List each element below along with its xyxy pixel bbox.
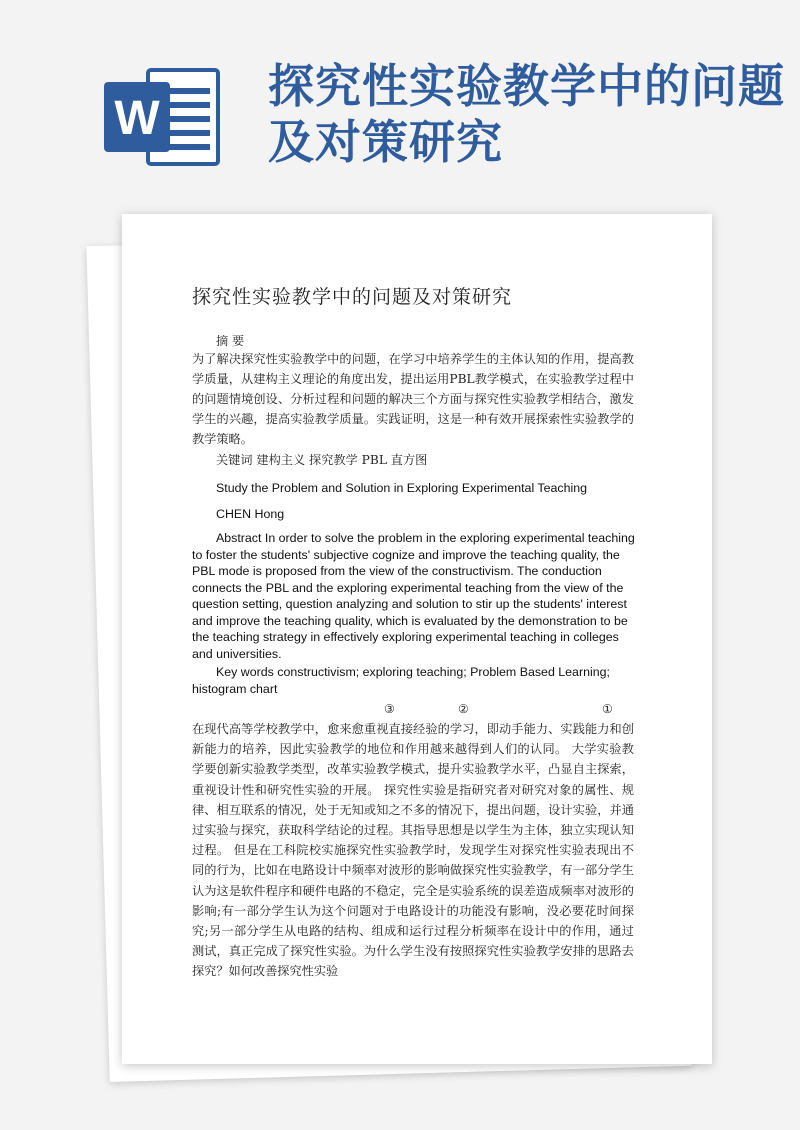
document-page <box>122 214 712 1064</box>
banner-title: 探究性实验教学中的问题及对策研究 <box>268 59 785 169</box>
abstract-label: 摘 要 <box>216 334 245 348</box>
word-icon-letter: W <box>114 92 160 145</box>
english-abstract: Abstract In order to solve the problem in the exploring experimental teaching to foster the students' subjective cognize and improve the teaching quality, the PBL mode is proposed from the view of the constructivism. The conduction connects the PBL and the exploring experimental teaching from the view of the question setting, question analyzing and solution to stir up the students' interest and improve the teaching quality, which is evaluated by the demonstration to be the teaching strategy in effectively exploring experimental teaching in colleges and universities. <box>192 531 635 661</box>
footnote-marker: ③ <box>384 702 395 716</box>
footnote-marker: ② <box>458 702 469 716</box>
body-paragraph: 在现代高等学校教学中，愈来愈重视直接经验的学习，即动手能力、实践能力和创新能力的培养，因此实验教学的地位和作用越来越得到人们的认同。 大学实验教学要创新实验教学类型，改革实验教学模式，提升实验教学水平，凸显自主探索，重视设计性和研究性实验的开展。 探究性实验是指研究者对研究对象的属性、规律、相互联系的情况，处于无知或知之不多的情况下，提出问题，设计实验，并通过实验与探究，获取科学结论的过程。其指导思想是以学生为主体，独立实现认知过程。 但是在工科院校实施探究性实验教学时，发现学生对探究性实验表现出不同的行为，比如在电路设计中频率对波形的影响做探究性实验教学，有一部分学生认为这是软件程序和硬件电路的不稳定，完全是实验系统的误差造成频率对波形的影响;有一部分学生认为这个问题对于电路设计的功能没有影响，没必要花时间探究;另一部分学生从电路的结构、组成和运行过程分析频率在设计中的作用，通过测试，真正完成了探究性实验。为什么学生没有按照探究性实验教学安排的思路去探究？如何改善探究性实验 <box>192 722 634 979</box>
author-name: CHEN Hong <box>216 507 285 521</box>
keywords-chinese: 关键词 建构主义 探究教学 PBL 直方图 <box>216 453 428 467</box>
footnote-markers <box>122 702 712 718</box>
english-keywords: Key words constructivism; exploring teaching; Problem Based Learning; histogram chart <box>192 665 610 696</box>
abstract-text: 为了解决探究性实验教学中的问题，在学习中培养学生的主体认知的作用，提高教学质量，从建构主义理论的角度出发，提出运用PBL教学模式，在实验教学过程中的问题情境创设、分析过程和问题的解决三个方面与探究性实验教学相结合，激发学生的兴趣，提高实验教学质量。实践证明，这是一种有效开展探索性实验教学的教学策略。 <box>192 352 634 446</box>
word-document-icon <box>104 68 222 166</box>
document-title: 探究性实验教学中的问题及对策研究 <box>192 286 513 308</box>
footnote-marker: ① <box>602 702 613 716</box>
banner <box>0 0 800 200</box>
english-title: Study the Problem and Solution in Exploring Experimental Teaching <box>216 481 588 495</box>
